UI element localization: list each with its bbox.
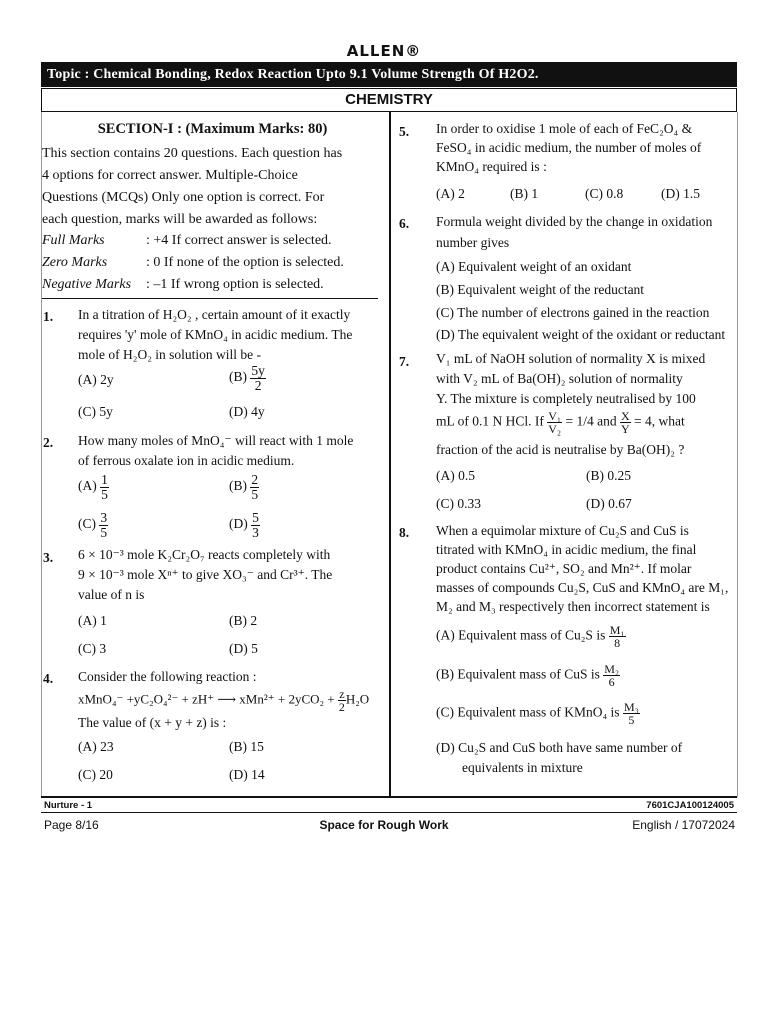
- question-number: 7.: [399, 354, 410, 369]
- instructions-line: Questions (MCQs) Only one option is correct. For: [42, 190, 325, 205]
- right-border: [737, 112, 738, 797]
- instructions-line: This section contains 20 questions. Each question has: [42, 146, 343, 161]
- text-segment: = 4, what: [630, 413, 685, 429]
- question-text: FeSO₄ in acidic medium, the number of moles of: [436, 140, 702, 155]
- option-label: (D): [229, 516, 248, 532]
- equation-fraction: [338, 688, 346, 713]
- question-text: [436, 410, 685, 435]
- brand-logo: ALLEN®: [346, 42, 422, 60]
- marks-value: : +4 If correct answer is selected.: [146, 233, 332, 248]
- negative-marks-row: [42, 277, 382, 297]
- option-text: (C) Equivalent mass of KMnO₄ is: [436, 704, 623, 720]
- option-a[interactable]: (A) 2: [436, 186, 465, 201]
- question-number: 6.: [399, 216, 410, 231]
- fraction-numerator: 2: [251, 472, 259, 487]
- marks-label: Zero Marks: [42, 255, 108, 270]
- fraction-numerator: M₁: [609, 623, 625, 637]
- option-fraction: [99, 511, 108, 539]
- fraction-denominator: 5: [251, 486, 259, 502]
- option-fraction: [251, 511, 260, 539]
- option-a[interactable]: (A) 1: [78, 613, 107, 628]
- option-b[interactable]: (B) Equivalent weight of the reductant: [436, 282, 645, 297]
- question-text: The value of (x + y + z) is :: [78, 715, 227, 730]
- option-fraction: [250, 473, 259, 501]
- question-number: 5.: [399, 124, 410, 139]
- ratio-fraction: [547, 410, 562, 435]
- fraction-denominator: 8: [614, 636, 621, 650]
- option-label: (B): [229, 478, 247, 494]
- question-text: titrated with KMnO₄ in acidic medium, the final: [436, 542, 697, 557]
- question-text: In a titration of H₂O₂ , certain amount of it exactly: [78, 307, 351, 322]
- option-b[interactable]: (B) 1: [510, 186, 539, 201]
- fraction-denominator: Y: [620, 422, 630, 436]
- fraction-denominator: 6: [608, 675, 615, 689]
- option-label: (C): [78, 516, 96, 532]
- paper-code: 7601CJA100124005: [646, 800, 734, 811]
- question-text: Y. The mixture is completely neutralised by 100: [436, 391, 696, 406]
- option-fraction: [623, 701, 640, 726]
- question-text: fraction of the acid is neutralise by Ba(OH)₂ ?: [436, 442, 685, 457]
- question-number: 4.: [43, 671, 54, 686]
- option-b[interactable]: (B) 15: [229, 739, 264, 754]
- question-text: mole of H₂O₂ in solution will be -: [78, 347, 262, 362]
- option-a[interactable]: (A) Equivalent weight of an oxidant: [436, 259, 632, 274]
- question-text: value of n is: [78, 587, 145, 602]
- fraction-denominator: 5: [628, 713, 635, 727]
- option-a[interactable]: (A) 0.5: [436, 468, 475, 483]
- option-b[interactable]: [229, 364, 266, 392]
- option-a[interactable]: (A) 23: [78, 739, 114, 754]
- footer-rule: [41, 812, 737, 813]
- question-text: 6 × 10⁻³ mole K₂Cr₂O₇ reacts completely with: [78, 547, 331, 562]
- option-c[interactable]: (C) 20: [78, 767, 113, 782]
- option-d[interactable]: [229, 511, 260, 539]
- option-d[interactable]: (D) 0.67: [586, 496, 632, 511]
- option-b[interactable]: [436, 663, 620, 688]
- question-text: Formula weight divided by the change in oxidation: [436, 214, 713, 229]
- rough-work-label: Space for Rough Work: [319, 818, 449, 832]
- equation-right: H₂O: [345, 691, 370, 707]
- content-bottom-rule: [41, 796, 737, 798]
- fraction-numerator: X: [620, 409, 630, 423]
- full-marks-row: [42, 233, 382, 253]
- text-segment: mL of 0.1 N HCl. If: [436, 413, 548, 429]
- option-c[interactable]: (C) 3: [78, 641, 107, 656]
- question-number: 2.: [43, 435, 54, 450]
- option-a[interactable]: [436, 624, 626, 649]
- language-date: English / 17072024: [632, 818, 735, 832]
- subject-title: CHEMISTRY: [41, 88, 737, 112]
- option-text: (D) Cu₂S and CuS both have same number of: [436, 740, 683, 755]
- option-label: (A): [78, 478, 97, 494]
- option-fraction: [609, 624, 626, 649]
- option-a[interactable]: [78, 473, 109, 501]
- question-number: 1.: [43, 309, 54, 324]
- option-b[interactable]: [229, 473, 259, 501]
- fraction-numerator: M₃: [623, 700, 639, 714]
- fraction-denominator: 5: [100, 524, 108, 540]
- question-text: number gives: [436, 235, 510, 250]
- option-c[interactable]: (C) 0.8: [585, 186, 624, 201]
- option-fraction: [603, 663, 620, 688]
- option-d[interactable]: (D) The equivalent weight of the oxidant or reductant: [436, 327, 726, 342]
- fraction-numerator: 1: [101, 472, 108, 487]
- option-d[interactable]: (D) 5: [229, 641, 258, 656]
- option-b[interactable]: (B) 0.25: [586, 468, 631, 483]
- fraction-denominator: 2: [338, 700, 345, 714]
- option-fraction: [100, 473, 109, 501]
- question-text: V₁ mL of NaOH solution of normality X is mixed: [436, 351, 706, 366]
- question-text: 9 × 10⁻³ mole Xⁿ⁺ to give XO₃⁻ and Cr³⁺. The: [78, 567, 333, 582]
- option-label: (B): [229, 369, 247, 385]
- option-d[interactable]: [436, 740, 682, 776]
- fraction-denominator: 3: [252, 524, 259, 540]
- batch-label: Nurture - 1: [44, 800, 93, 811]
- question-text: with V₂ mL of Ba(OH)₂ solution of normality: [436, 371, 683, 386]
- instructions-line: 4 options for correct answer. Multiple-Choice: [42, 168, 298, 183]
- fraction-denominator: 5: [101, 486, 108, 502]
- question-text: KMnO₄ required is :: [436, 159, 547, 174]
- reaction-equation: [78, 688, 369, 713]
- fraction-numerator: V₁: [548, 409, 562, 423]
- fraction-numerator: 5y: [251, 363, 265, 378]
- option-c[interactable]: [78, 511, 108, 539]
- option-d[interactable]: (D) 1.5: [661, 186, 700, 201]
- option-b[interactable]: (B) 2: [229, 613, 258, 628]
- question-text: When a equimolar mixture of Cu₂S and CuS is: [436, 523, 689, 538]
- ratio-fraction: [620, 410, 631, 435]
- option-c[interactable]: (C) The number of electrons gained in the reaction: [436, 305, 710, 320]
- marks-label: Negative Marks: [42, 277, 132, 292]
- option-text: (B) Equivalent mass of CuS is: [436, 666, 604, 682]
- fraction-numerator: 3: [100, 510, 108, 525]
- option-text: (A) Equivalent mass of Cu₂S is: [436, 627, 609, 643]
- option-d[interactable]: (D) 4y: [229, 404, 265, 419]
- marks-value: : 0 If none of the option is selected.: [146, 255, 344, 270]
- option-c[interactable]: (C) 0.33: [436, 496, 481, 511]
- fraction-numerator: 5: [252, 510, 259, 525]
- zero-marks-row: [42, 255, 382, 275]
- fraction-numerator: z: [339, 687, 345, 701]
- question-number: 3.: [43, 550, 54, 565]
- question-text: of ferrous oxalate ion in acidic medium.: [78, 453, 295, 468]
- question-text: requires 'y' mole of KMnO₄ in acidic medium. The: [78, 327, 353, 342]
- section-rule: [42, 298, 378, 299]
- marks-value: : –1 If wrong option is selected.: [146, 277, 324, 292]
- column-divider: [389, 112, 391, 796]
- question-text: How many moles of MnO₄⁻ will react with 1 mole: [78, 433, 354, 448]
- text-segment: = 1/4 and: [562, 413, 620, 429]
- question-text: In order to oxidise 1 mole of each of FeC₂O₄ &: [436, 121, 693, 136]
- option-a[interactable]: (A) 2y: [78, 372, 114, 387]
- question-text: M₂ and M₃ respectively then incorrect statement is: [436, 599, 710, 614]
- option-d[interactable]: (D) 14: [229, 767, 265, 782]
- question-text: masses of compounds Cu₂S, CuS and KMnO₄ are M₁,: [436, 580, 729, 595]
- option-fraction: [250, 364, 266, 392]
- page-number: Page 8/16: [44, 818, 99, 832]
- marks-label: Full Marks: [42, 233, 105, 248]
- topic-banner: Topic : Chemical Bonding, Redox Reaction Upto 9.1 Volume Strength Of H2O2.: [41, 62, 737, 87]
- fraction-numerator: M₂: [604, 662, 620, 676]
- option-c[interactable]: [436, 701, 640, 726]
- option-text: equivalents in mixture: [462, 760, 583, 775]
- instructions-line: each question, marks will be awarded as follows:: [42, 212, 318, 227]
- equation-left: xMnO₄⁻ +yC₂O₄²⁻ + zH⁺ ⟶ xMn²⁺ + 2yCO₂ +: [78, 691, 338, 707]
- question-text: product contains Cu²⁺, SO₂ and Mn²⁺. If molar: [436, 561, 692, 576]
- option-c[interactable]: (C) 5y: [78, 404, 113, 419]
- fraction-denominator: 2: [254, 377, 262, 393]
- question-number: 8.: [399, 525, 410, 540]
- fraction-denominator: V₂: [548, 422, 562, 436]
- section-title: SECTION-I : (Maximum Marks: 80): [97, 121, 328, 137]
- question-text: Consider the following reaction :: [78, 669, 257, 684]
